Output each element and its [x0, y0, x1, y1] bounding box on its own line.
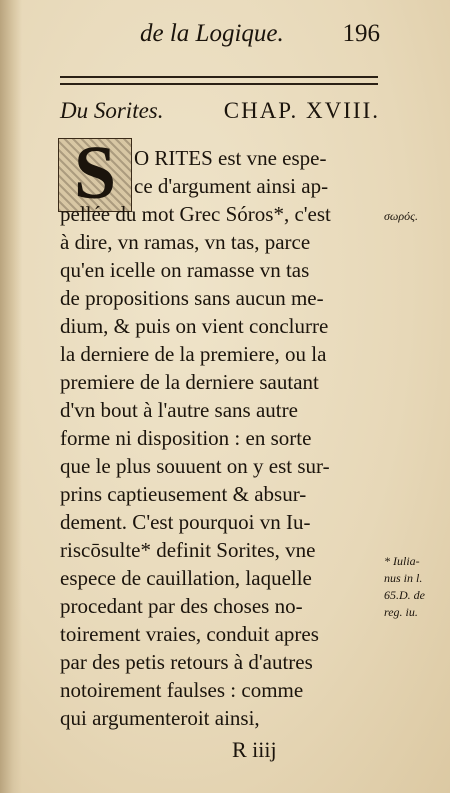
running-head — [140, 20, 380, 54]
text-line: que le plus souuent on y est sur- — [60, 454, 330, 478]
page-number: 196 — [342, 20, 380, 47]
text-line: riscōsulte* definit Sorites, vne — [60, 538, 316, 562]
text-line: d'vn bout à l'autre sans autre — [60, 398, 298, 422]
header-rule — [60, 76, 378, 85]
text-line: à dire, vn ramas, vn tas, parce — [60, 230, 311, 254]
running-title: de la Logique. — [140, 20, 284, 47]
text-line: ce d'argument ainsi ap- — [134, 174, 329, 198]
text-line: qui argumenteroit ainsi, — [60, 706, 260, 730]
text-line: par des petis retours à d'autres — [60, 650, 313, 674]
text-line: forme ni disposition : en sorte — [60, 426, 312, 450]
margin-note-greek: σωρός. — [384, 209, 419, 223]
text-line: de propositions sans aucun me- — [60, 286, 324, 310]
text-line: dement. C'est pourquoi vn Iu- — [60, 510, 311, 534]
margin-note-citation-line: * Iulia- — [384, 554, 420, 568]
text-line: O RITES est vne espe- — [134, 146, 327, 170]
text-line: notoirement faulses : comme — [60, 678, 304, 702]
margin-note-citation-line: reg. iu. — [384, 605, 418, 619]
text-line: espece de cauillation, laquelle — [60, 566, 312, 590]
page-gutter-shadow — [0, 0, 22, 793]
text-line: toirement vraies, conduit apres — [60, 622, 319, 646]
margin-note-citation-line: nus in l. — [384, 571, 423, 585]
text-line: pellée du mot Grec Sóros*, c'est — [60, 202, 331, 226]
text-line: qu'en icelle on ramasse vn tas — [60, 258, 310, 282]
chapter-label: CHAP. XVIII. — [223, 98, 380, 123]
drop-cap-letter: S — [73, 131, 117, 215]
text-line: premiere de la derniere sautant — [60, 370, 319, 394]
text-line: dium, & puis on vient conclurre — [60, 314, 329, 338]
text-line: prins captieusement & absur- — [60, 482, 307, 506]
signature-mark: R iiij — [232, 737, 277, 762]
margin-note-citation-line: 65.D. de — [384, 588, 425, 602]
chapter-heading — [60, 98, 380, 130]
text-line: procedant par des choses no- — [60, 594, 303, 618]
text-line: la derniere de la premiere, ou la — [60, 342, 327, 366]
section-title: Du Sorites. — [60, 98, 164, 123]
